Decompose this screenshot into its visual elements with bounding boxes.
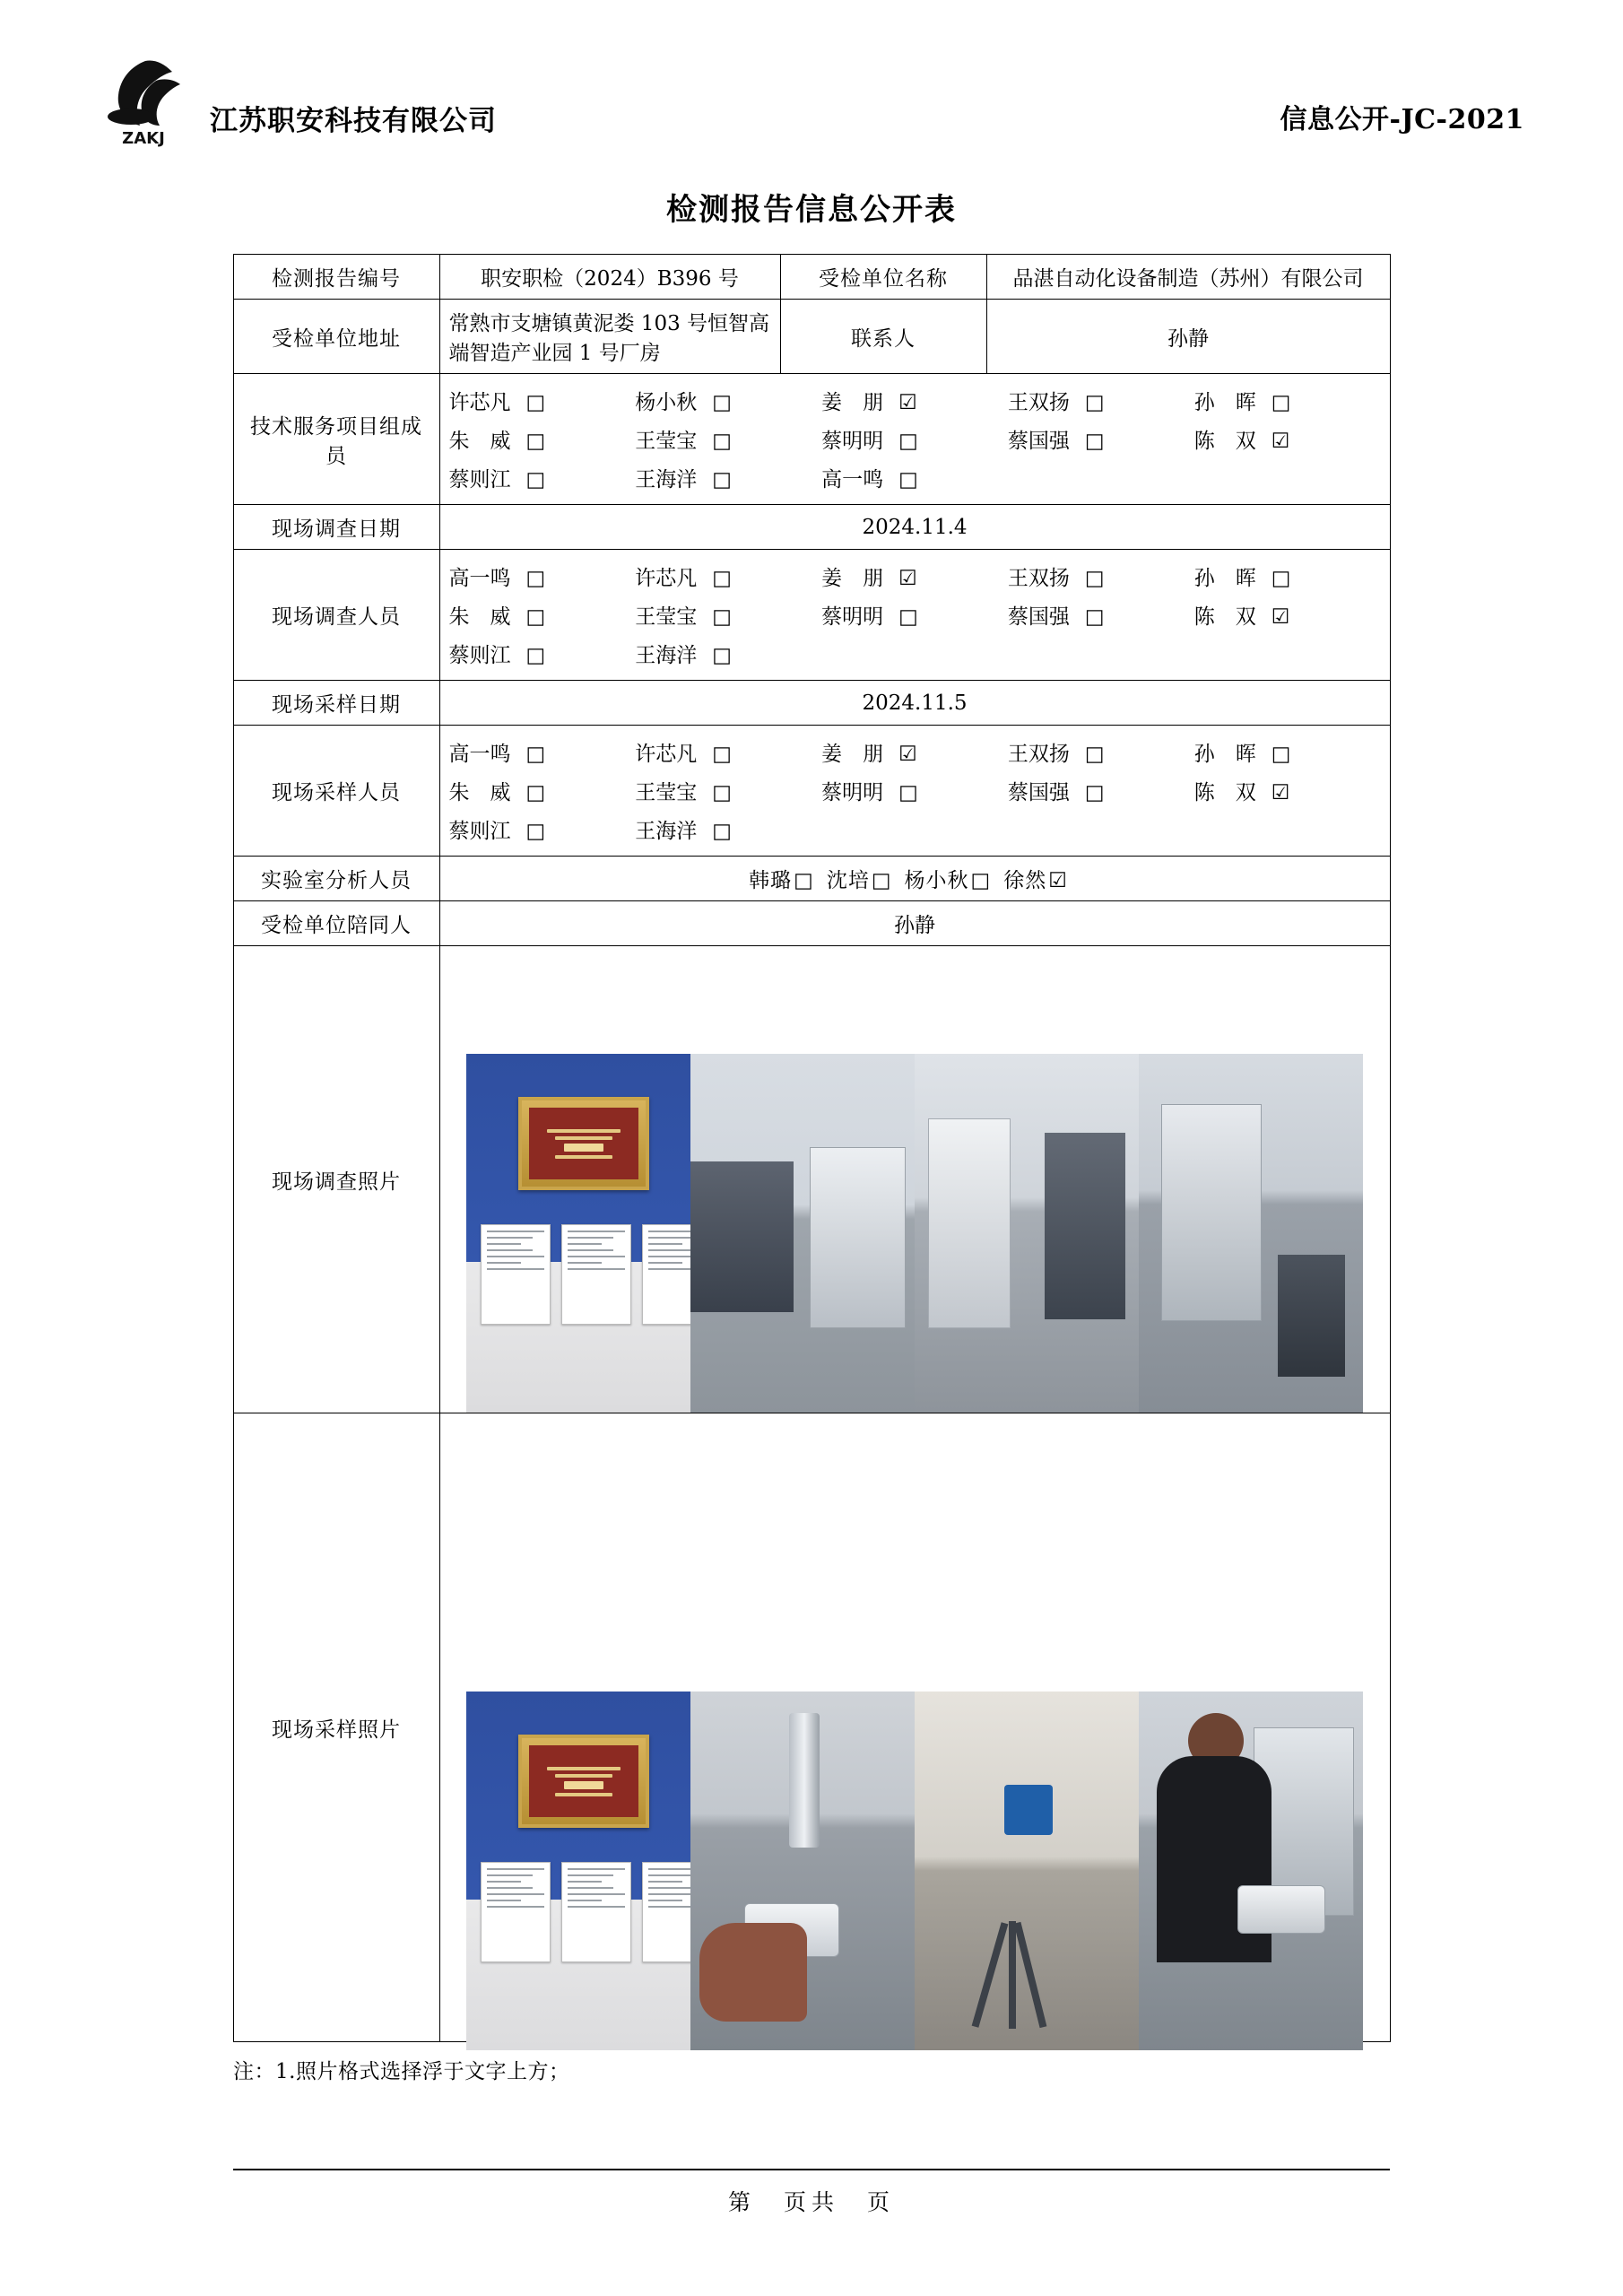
sample-photo-label: 现场采样照片 bbox=[233, 1413, 439, 2042]
survey-date-value: 2024.11.4 bbox=[439, 505, 1390, 550]
zakj-logo-icon bbox=[90, 54, 197, 152]
team-member-item[interactable] bbox=[449, 458, 636, 497]
team-member-item[interactable] bbox=[449, 420, 636, 458]
checkbox-icon[interactable]: □ bbox=[525, 468, 546, 491]
photo-award-plaque bbox=[466, 1054, 690, 1413]
checkbox-icon[interactable]: ☑ bbox=[898, 743, 917, 766]
survey-staff-name: 许芯凡 bbox=[635, 567, 698, 590]
page-header bbox=[90, 54, 1533, 152]
checkbox-icon[interactable]: ☑ bbox=[898, 567, 917, 590]
survey-date-label: 现场调查日期 bbox=[233, 505, 439, 550]
checkbox-icon[interactable]: ☑ bbox=[1271, 430, 1290, 453]
sample-staff-item[interactable] bbox=[449, 771, 636, 810]
table-row bbox=[233, 374, 1390, 505]
team-member-name: 王海洋 bbox=[635, 468, 698, 491]
checkbox-icon[interactable]: □ bbox=[898, 468, 918, 491]
checkbox-icon[interactable]: □ bbox=[525, 743, 546, 766]
survey-staff-item[interactable] bbox=[449, 596, 636, 634]
checkbox-icon[interactable]: □ bbox=[712, 391, 733, 414]
checkbox-icon[interactable]: □ bbox=[1271, 567, 1291, 590]
survey-staff-name: 陈 双 bbox=[1193, 605, 1256, 629]
checkbox-icon[interactable]: □ bbox=[1271, 743, 1291, 766]
survey-photo-strip bbox=[466, 1054, 1363, 1413]
client-name-value: 品湛自动化设备制造（苏州）有限公司 bbox=[986, 255, 1390, 300]
photo-handheld-meter bbox=[690, 1692, 915, 2050]
survey-staff-item[interactable] bbox=[449, 557, 636, 596]
team-member-item[interactable] bbox=[635, 458, 821, 497]
lab-staff-name: 杨小秋 bbox=[904, 869, 969, 892]
team-members-value bbox=[439, 374, 1390, 505]
team-member-item[interactable] bbox=[821, 420, 1008, 458]
table-row bbox=[233, 550, 1390, 681]
checkbox-icon[interactable]: □ bbox=[712, 468, 733, 491]
page-number: 第 页共 页 bbox=[727, 2189, 895, 2215]
page-title: 检测报告信息公开表 bbox=[666, 192, 957, 228]
checkbox-icon[interactable]: □ bbox=[794, 869, 814, 892]
table-row bbox=[233, 726, 1390, 857]
survey-staff-name: 朱 威 bbox=[448, 605, 511, 629]
survey-staff-name: 孙 晖 bbox=[1193, 567, 1256, 590]
sample-photo-strip bbox=[466, 1692, 1363, 2050]
team-member-name: 杨小秋 bbox=[635, 391, 698, 414]
survey-staff-item[interactable] bbox=[1008, 596, 1194, 634]
client-address-label: 受检单位地址 bbox=[233, 300, 439, 374]
survey-staff-name: 王莹宝 bbox=[635, 605, 698, 629]
award-plaque-icon bbox=[518, 1097, 649, 1190]
sample-staff-name: 王双扬 bbox=[1007, 743, 1070, 766]
survey-photo-cell bbox=[439, 946, 1390, 1413]
contact-value: 孙静 bbox=[986, 300, 1390, 374]
sample-staff-item[interactable] bbox=[1008, 733, 1194, 771]
sample-date-label: 现场采样日期 bbox=[233, 681, 439, 726]
team-member-item[interactable] bbox=[1194, 420, 1381, 458]
document-code: 信息公开-JC-2021 bbox=[1280, 104, 1524, 135]
team-member-name: 朱 威 bbox=[448, 430, 511, 453]
sample-staff-value bbox=[439, 726, 1390, 857]
report-no-value: 职安职检（2024）B396 号 bbox=[439, 255, 780, 300]
sample-staff-item[interactable] bbox=[821, 771, 1008, 810]
team-member-item[interactable] bbox=[821, 381, 1008, 420]
team-members-grid bbox=[449, 381, 1381, 497]
team-member-name: 孙 晖 bbox=[1193, 391, 1256, 414]
checkbox-icon[interactable]: □ bbox=[898, 605, 918, 629]
lab-staff-value bbox=[439, 857, 1390, 901]
sample-staff-name: 姜 朋 bbox=[821, 743, 884, 766]
company-name: 江苏职安科技有限公司 bbox=[210, 104, 497, 137]
table-row bbox=[233, 946, 1390, 1413]
footnote: 注：1.照片格式选择浮于文字上方； bbox=[233, 2060, 570, 2083]
checkbox-icon[interactable]: □ bbox=[525, 430, 546, 453]
lab-staff-name: 韩璐 bbox=[749, 869, 793, 892]
table-row bbox=[233, 857, 1390, 901]
team-member-name: 高一鸣 bbox=[821, 468, 884, 491]
sample-staff-name: 王海洋 bbox=[635, 820, 698, 843]
survey-staff-item[interactable] bbox=[635, 634, 821, 673]
survey-staff-name: 蔡国强 bbox=[1007, 605, 1070, 629]
survey-staff-name: 王海洋 bbox=[635, 644, 698, 667]
team-member-item[interactable] bbox=[449, 381, 636, 420]
checkbox-icon[interactable]: □ bbox=[871, 869, 892, 892]
lab-staff-label: 实验室分析人员 bbox=[233, 857, 439, 901]
checkbox-icon[interactable]: ☑ bbox=[1048, 869, 1068, 892]
checkbox-icon[interactable]: □ bbox=[1271, 391, 1291, 414]
checkbox-icon[interactable]: □ bbox=[525, 781, 546, 804]
sample-staff-name: 蔡则江 bbox=[448, 820, 511, 843]
table-row bbox=[233, 901, 1390, 946]
table-row bbox=[233, 681, 1390, 726]
checkbox-icon[interactable]: □ bbox=[525, 605, 546, 629]
sample-staff-grid bbox=[449, 733, 1381, 848]
report-info-table bbox=[233, 254, 1391, 2042]
checkbox-icon[interactable]: □ bbox=[1084, 391, 1105, 414]
footer-divider bbox=[233, 2169, 1390, 2170]
survey-staff-value bbox=[439, 550, 1390, 681]
survey-staff-item[interactable] bbox=[1194, 596, 1381, 634]
checkbox-icon[interactable]: □ bbox=[712, 567, 733, 590]
checkbox-icon[interactable]: □ bbox=[1084, 743, 1105, 766]
survey-staff-name: 蔡明明 bbox=[821, 605, 884, 629]
sample-staff-name: 高一鸣 bbox=[448, 743, 511, 766]
sample-staff-name: 陈 双 bbox=[1193, 781, 1256, 804]
checkbox-icon[interactable]: □ bbox=[970, 869, 992, 892]
survey-staff-name: 蔡则江 bbox=[448, 644, 511, 667]
table-row bbox=[233, 255, 1390, 300]
checkbox-icon[interactable]: □ bbox=[525, 644, 546, 667]
photo-tripod-sampler bbox=[915, 1692, 1139, 2050]
survey-staff-item[interactable] bbox=[1008, 557, 1194, 596]
client-address-value: 常熟市支塘镇黄泥娄 103 号恒智高端智造产业园 1 号厂房 bbox=[439, 300, 780, 374]
survey-staff-item[interactable] bbox=[635, 596, 821, 634]
survey-staff-name: 姜 朋 bbox=[821, 567, 884, 590]
sample-staff-item[interactable] bbox=[449, 810, 636, 848]
team-member-name: 王双扬 bbox=[1007, 391, 1070, 414]
sample-staff-name: 蔡国强 bbox=[1007, 781, 1070, 804]
header-left bbox=[90, 54, 497, 152]
table-row bbox=[233, 505, 1390, 550]
checkbox-icon[interactable]: □ bbox=[1084, 781, 1105, 804]
team-member-item[interactable] bbox=[1008, 381, 1194, 420]
sample-staff-name: 许芯凡 bbox=[635, 743, 698, 766]
photo-award-plaque-2 bbox=[466, 1692, 690, 2050]
lab-staff-name: 徐然 bbox=[1003, 869, 1047, 892]
award-plaque-icon bbox=[518, 1735, 649, 1828]
survey-staff-item[interactable] bbox=[1194, 557, 1381, 596]
team-member-item[interactable] bbox=[821, 458, 1008, 497]
escort-label: 受检单位陪同人 bbox=[233, 901, 439, 946]
lab-staff-name: 沈培 bbox=[826, 869, 870, 892]
survey-staff-label: 现场调查人员 bbox=[233, 550, 439, 681]
team-member-name: 陈 双 bbox=[1193, 430, 1256, 453]
table-row bbox=[233, 1413, 1390, 2042]
checkbox-icon[interactable]: □ bbox=[712, 605, 733, 629]
team-member-name: 蔡国强 bbox=[1007, 430, 1070, 453]
checkbox-icon[interactable]: ☑ bbox=[1271, 781, 1290, 804]
wall-documents bbox=[481, 1224, 690, 1325]
photo-workshop-2 bbox=[915, 1054, 1139, 1413]
survey-photo-label: 现场调查照片 bbox=[233, 946, 439, 1413]
team-member-name: 许芯凡 bbox=[448, 391, 511, 414]
client-name-label: 受检单位名称 bbox=[780, 255, 986, 300]
checkbox-icon[interactable]: □ bbox=[525, 391, 546, 414]
sample-staff-item[interactable] bbox=[635, 771, 821, 810]
checkbox-icon[interactable]: ☑ bbox=[898, 391, 917, 414]
contact-label: 联系人 bbox=[780, 300, 986, 374]
survey-staff-item[interactable] bbox=[821, 596, 1008, 634]
checkbox-icon[interactable]: □ bbox=[1084, 567, 1105, 590]
photo-workshop-1 bbox=[690, 1054, 915, 1413]
checkbox-icon[interactable]: □ bbox=[712, 781, 733, 804]
checkbox-icon[interactable]: ☑ bbox=[1271, 605, 1290, 629]
checkbox-icon[interactable]: □ bbox=[898, 430, 918, 453]
sample-staff-name: 蔡明明 bbox=[821, 781, 884, 804]
sample-staff-item[interactable] bbox=[635, 733, 821, 771]
sample-staff-label: 现场采样人员 bbox=[233, 726, 439, 857]
sample-staff-name: 孙 晖 bbox=[1193, 743, 1256, 766]
escort-value: 孙静 bbox=[439, 901, 1390, 946]
checkbox-icon[interactable]: □ bbox=[1084, 605, 1105, 629]
team-member-name: 姜 朋 bbox=[821, 391, 884, 414]
sample-staff-item[interactable] bbox=[1008, 771, 1194, 810]
team-member-item[interactable] bbox=[635, 420, 821, 458]
sample-date-value: 2024.11.5 bbox=[439, 681, 1390, 726]
checkbox-icon[interactable]: □ bbox=[712, 743, 733, 766]
team-member-item[interactable] bbox=[635, 381, 821, 420]
team-member-name: 王莹宝 bbox=[635, 430, 698, 453]
company-logo bbox=[90, 54, 197, 152]
svg-text:ZAKJ: ZAKJ bbox=[122, 129, 165, 148]
sample-staff-item[interactable] bbox=[449, 733, 636, 771]
page-footer bbox=[90, 2169, 1533, 2217]
team-member-item[interactable] bbox=[1194, 381, 1381, 420]
team-member-item[interactable] bbox=[1008, 420, 1194, 458]
report-no-label: 检测报告编号 bbox=[233, 255, 439, 300]
table-row bbox=[233, 300, 1390, 374]
checkbox-icon[interactable]: □ bbox=[898, 781, 918, 804]
sample-staff-name: 朱 威 bbox=[448, 781, 511, 804]
survey-staff-item[interactable] bbox=[821, 557, 1008, 596]
team-member-name: 蔡明明 bbox=[821, 430, 884, 453]
checkbox-icon[interactable]: □ bbox=[1084, 430, 1105, 453]
sample-staff-name: 王莹宝 bbox=[635, 781, 698, 804]
survey-staff-item[interactable] bbox=[635, 557, 821, 596]
team-members-label: 技术服务项目组成员 bbox=[233, 374, 439, 505]
survey-staff-item[interactable] bbox=[449, 634, 636, 673]
survey-staff-grid bbox=[449, 557, 1381, 673]
sample-staff-item[interactable] bbox=[1194, 771, 1381, 810]
sample-photo-cell bbox=[439, 1413, 1390, 2042]
checkbox-icon[interactable]: □ bbox=[712, 644, 733, 667]
checkbox-icon[interactable]: □ bbox=[525, 567, 546, 590]
wall-documents bbox=[481, 1862, 690, 1962]
checkbox-icon[interactable]: □ bbox=[712, 430, 733, 453]
photo-worker-sampling bbox=[1139, 1692, 1363, 2050]
photo-workshop-3 bbox=[1139, 1054, 1363, 1413]
survey-staff-name: 王双扬 bbox=[1007, 567, 1070, 590]
survey-staff-name: 高一鸣 bbox=[448, 567, 511, 590]
team-member-name: 蔡则江 bbox=[448, 468, 511, 491]
checkbox-icon[interactable]: □ bbox=[712, 820, 733, 843]
sample-staff-item[interactable] bbox=[821, 733, 1008, 771]
checkbox-icon[interactable]: □ bbox=[525, 820, 546, 843]
sample-staff-item[interactable] bbox=[635, 810, 821, 848]
sample-staff-item[interactable] bbox=[1194, 733, 1381, 771]
